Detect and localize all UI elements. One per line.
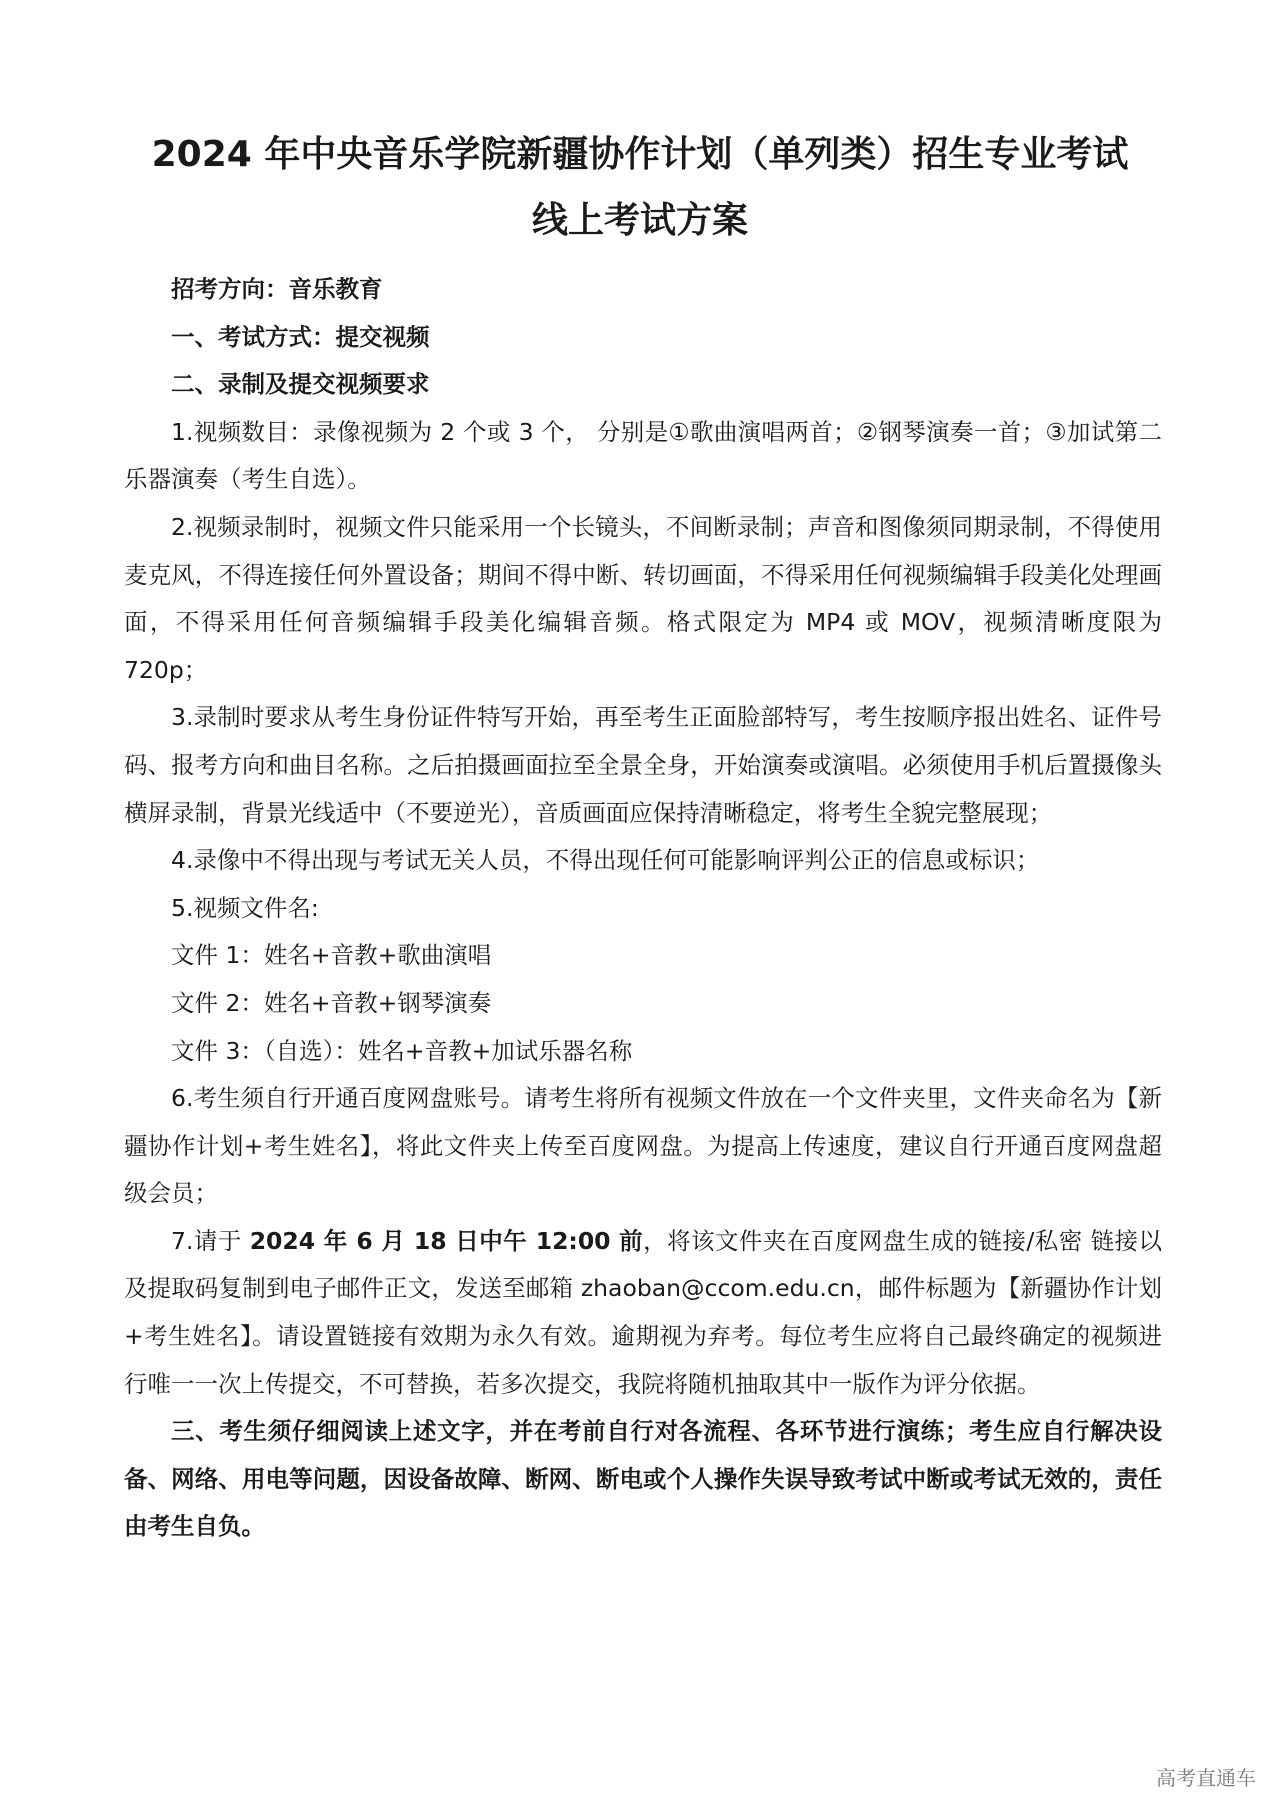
exam-direction: 招考方向：音乐教育 <box>171 275 383 303</box>
section-2-heading: 二、录制及提交视频要求 <box>171 370 430 399</box>
file-3-name: 文件 3：（自选）：姓名+音教+加试乐器名称 <box>171 1036 633 1065</box>
watermark: 高考直通车 <box>1156 1766 1256 1790</box>
item-4: 4.录像中不得出现与考试无关人员，不得出现任何可能影响评判公正的信息或标识； <box>171 846 1040 875</box>
item-5: 5.视频文件名: <box>171 893 319 922</box>
title-line-1: 2024 年中央音乐学院新疆协作计划（单列类）招生专业考试 <box>151 134 1129 175</box>
section-1-heading: 一、考试方式：提交视频 <box>171 322 430 351</box>
item-7-prefix: 7.请于 <box>171 1226 250 1255</box>
deadline: 2024 年 6 月 18 日中午 12:00 前 <box>249 1226 644 1255</box>
file-2-name: 文件 2：姓名+音教+钢琴演奏 <box>171 988 492 1017</box>
item-7-rest: ，邮件标题为【新疆协作计划+考生姓名】。请设置链接有效期为永久有效。逾期视为弃考。每位考生应将自己最终确定的视频进行唯一一次上传提交，不可替换，若多次提交，我院将随机抽取其中一版作为评分依据。 <box>124 1274 1163 1398</box>
file-1-name: 文件 1：姓名+音教+歌曲演唱 <box>171 941 492 970</box>
title-line-2: 线上考试方案 <box>531 200 748 241</box>
item-7-mid: ，将该文件夹在百度网盘生成的链接/私密 链接以及提取码复制到电子邮件正文，发送至邮箱 <box>124 1226 1162 1303</box>
document-title <box>100 122 1180 254</box>
section-3-notice: 三、考生须仔细阅读上述文字，并在考前自行对各流程、各环节进行演练；考生应自行解决设备、网络、用电等问题，因设备故障、断网、断电或个人操作失误导致考试中断或考试无效的，责任由考生自负。 <box>124 1417 1162 1541</box>
item-6: 6.考生须自行开通百度网盘账号。请考生将所有视频文件放在一个文件夹里，文件夹命名为【新疆协作计划+考生姓名】，将此文件夹上传至百度网盘。为提高上传速度，建议自行开通百度网盘超级会员； <box>124 1084 1162 1208</box>
item-3: 3.录制时要求从考生身份证件特写开始，再至考生正面脸部特写，考生按顺序报出姓名、证件号码、报考方向和曲目名称。之后拍摄画面拉至全景全身，开始演奏或演唱。必须使用手机后置摄像头横屏录制，背景光线适中（不要逆光），音质画面应保持清晰稳定，将考生全貌完整展现； <box>124 703 1162 827</box>
item-2: 2.视频录制时，视频文件只能采用一个长镜头，不间断录制；声音和图像须同期录制，不得使用麦克风，不得连接任何外置设备；期间不得中断、转切画面，不得采用任何视频编辑手段美化处理画面，不得采用任何音频编辑手段美化编辑音频。格式限定为 MP4 或 MOV，视频清晰度限为 720p； <box>124 512 1162 684</box>
document-body <box>124 266 1162 1551</box>
email-address: zhaoban@ccom.edu.cn <box>580 1274 855 1303</box>
item-1: 1.视频数目：录像视频为 2 个或 3 个， 分别是①歌曲演唱两首；②钢琴演奏一首；③加试第二乐器演奏（考生自选）。 <box>124 417 1162 494</box>
item-7 <box>124 1218 1162 1408</box>
